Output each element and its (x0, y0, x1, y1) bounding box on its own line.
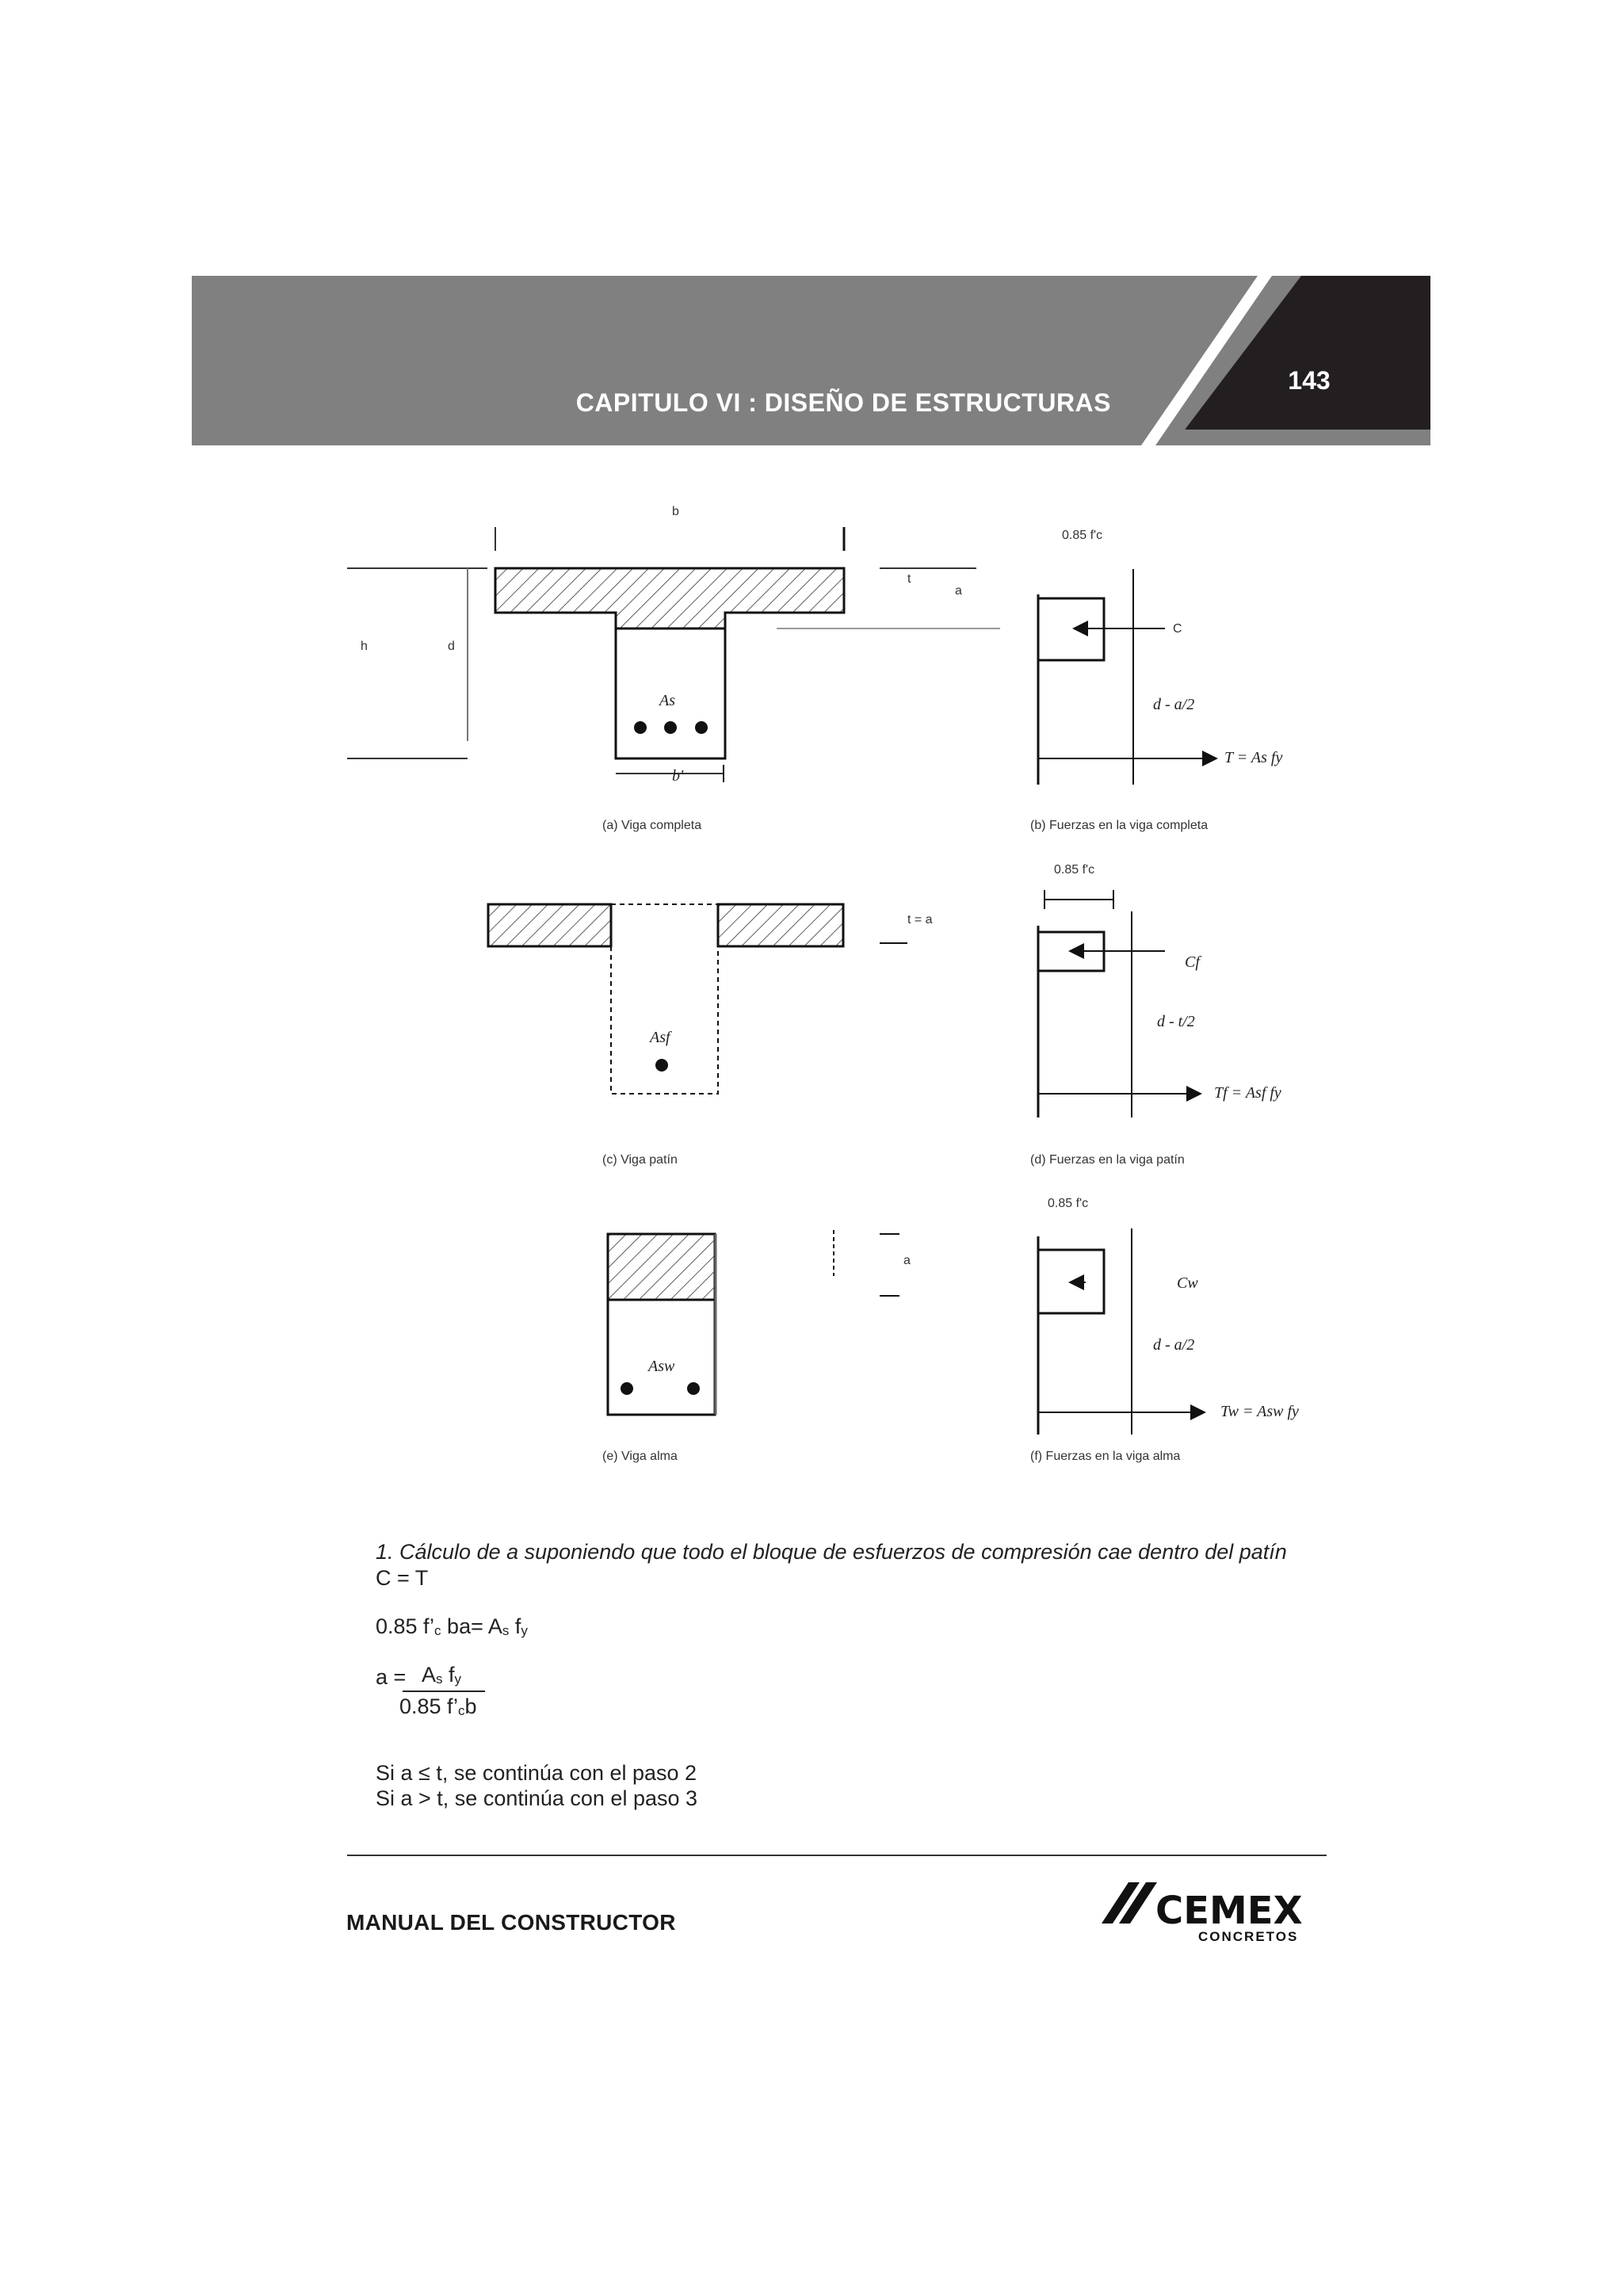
stress-label-full: 0.85 f'c (1062, 529, 1103, 542)
lever-arm-full: d - a/2 (1153, 696, 1195, 713)
web-beam (602, 1230, 911, 1463)
full-tee-beam (347, 505, 1000, 832)
tension-label-web: Tw = Asw fy (1220, 1403, 1299, 1420)
equation-c-equals-t: C = T (376, 1566, 429, 1590)
label-as: As (659, 692, 675, 709)
label-b: b (672, 505, 679, 518)
label-cf: Cf (1185, 953, 1200, 971)
tension-label-full: T = As fy (1224, 749, 1283, 766)
stress-label-flange: 0.85 f'c (1054, 863, 1095, 877)
label-d: d (448, 640, 455, 653)
caption-a: (a) Viga completa (602, 819, 702, 832)
flange-stress-block (1030, 863, 1281, 1167)
chapter-header-band (192, 276, 1430, 445)
label-t: t (907, 572, 911, 586)
full-tee-stress-block (1030, 529, 1282, 832)
label-a: a (955, 584, 962, 598)
tee-beam-diagram (333, 491, 1316, 1482)
equation-a-lhs: a = (376, 1665, 407, 1689)
cemex-logo (1102, 1882, 1316, 1950)
beam-diagrams-figure (333, 491, 1316, 1486)
label-c: C (1173, 622, 1182, 636)
caption-e: (e) Viga alma (602, 1450, 678, 1463)
caption-c: (c) Viga patín (602, 1153, 678, 1167)
equation-a-numerator: As fy (422, 1663, 462, 1687)
label-h: h (361, 640, 368, 653)
lever-arm-flange: d - t/2 (1157, 1013, 1195, 1030)
label-cw: Cw (1177, 1274, 1198, 1292)
logo-sub: CONCRETOS (1198, 1929, 1299, 1944)
condition-continue-step-3: Si a > t, se continúa con el paso 3 (376, 1786, 698, 1810)
condition-continue-step-2: Si a ≤ t, se continúa con el paso 2 (376, 1761, 697, 1785)
caption-f: (f) Fuerzas en la viga alma (1030, 1450, 1181, 1463)
label-asf: Asf (650, 1029, 670, 1046)
equation-force-balance: 0.85 f’c ba= As fy (376, 1614, 528, 1638)
tension-label-flange: Tf = Asf fy (1214, 1084, 1281, 1102)
flange-beam (488, 904, 933, 1167)
stress-label-web: 0.85 f'c (1048, 1197, 1089, 1210)
page-number: 143 (1288, 366, 1331, 395)
footer-divider (347, 1855, 1327, 1856)
header-band-shape (192, 276, 1430, 445)
step-1-text: 1. Cálculo de a suponiendo que todo el bloque de esfuerzos de compresión cae dentro del patín (376, 1540, 1287, 1564)
label-t-eq-a: t = a (907, 913, 933, 926)
fraction-bar (403, 1690, 485, 1692)
caption-b: (b) Fuerzas en la viga completa (1030, 819, 1209, 832)
label-a-web: a (903, 1254, 911, 1267)
label-asw: Asw (648, 1358, 675, 1375)
manual-title: MANUAL DEL CONSTRUCTOR (346, 1910, 676, 1935)
caption-d: (d) Fuerzas en la viga patín (1030, 1153, 1185, 1167)
cemex-logo-mark (1102, 1882, 1316, 1946)
web-stress-block (1030, 1197, 1299, 1463)
equation-a-denominator: 0.85 f’cb (399, 1694, 477, 1718)
chapter-title: CAPITULO VI : DISEÑO DE ESTRUCTURAS (575, 388, 1111, 417)
label-bw: b' (672, 767, 684, 785)
lever-arm-web: d - a/2 (1153, 1336, 1195, 1354)
logo-word: CEMEX (1155, 1889, 1303, 1933)
